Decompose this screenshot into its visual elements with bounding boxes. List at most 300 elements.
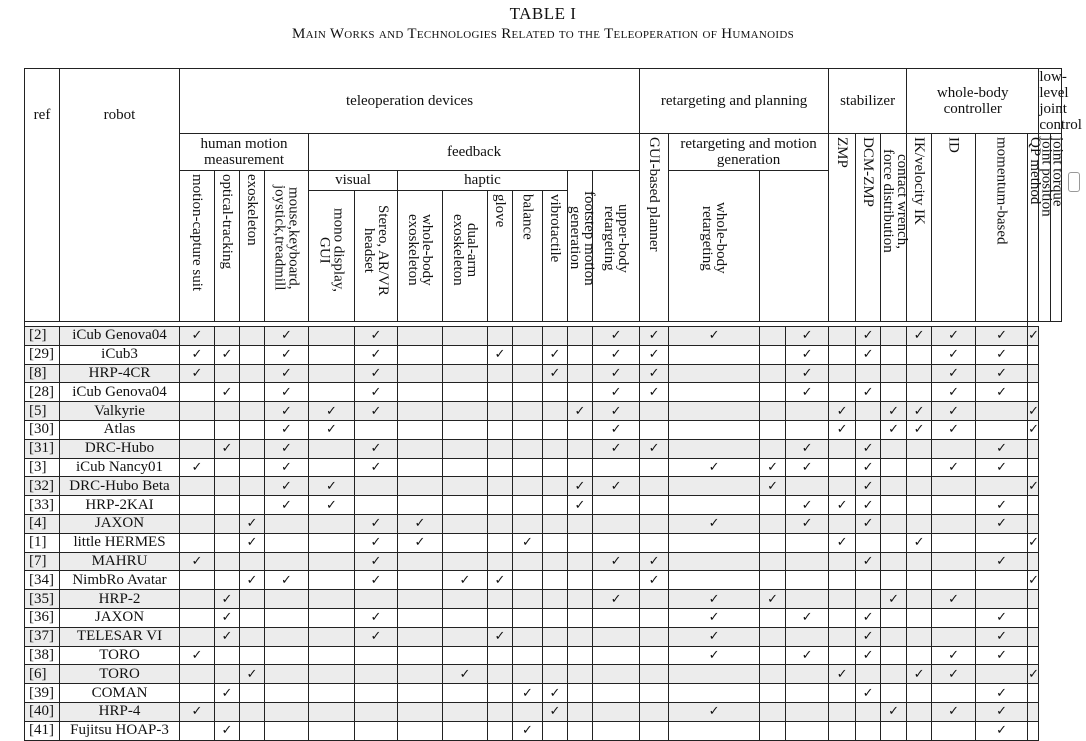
cell-check bbox=[265, 646, 309, 665]
cell-check bbox=[786, 646, 829, 665]
cell-check bbox=[1028, 496, 1039, 515]
cell-check bbox=[856, 364, 881, 383]
cell-check bbox=[669, 571, 760, 590]
cell-ref: [4] bbox=[25, 514, 60, 533]
cell-check bbox=[976, 327, 1028, 346]
cell-ref: [38] bbox=[25, 646, 60, 665]
header-col-qp-method bbox=[1027, 134, 1044, 322]
cell-check bbox=[513, 327, 543, 346]
cell-check bbox=[881, 552, 907, 571]
cell-check bbox=[856, 590, 881, 609]
check-mark-icon: ✓ bbox=[191, 553, 203, 569]
cell-check bbox=[669, 721, 760, 740]
cell-check bbox=[932, 458, 976, 477]
check-mark-icon: ✓ bbox=[522, 685, 533, 701]
table-row bbox=[25, 420, 1062, 439]
table-row bbox=[25, 684, 1062, 703]
cell-check bbox=[265, 383, 309, 402]
header-col-balance bbox=[513, 191, 543, 322]
check-mark-icon: ✓ bbox=[281, 403, 292, 419]
cell-check bbox=[215, 627, 240, 646]
cell-check bbox=[568, 571, 593, 590]
cell-ref: [5] bbox=[25, 402, 60, 421]
check-mark-icon: ✓ bbox=[221, 441, 233, 457]
cell-check bbox=[443, 439, 488, 458]
cell-check bbox=[355, 571, 398, 590]
cell-ref: [3] bbox=[25, 458, 60, 477]
cell-check bbox=[398, 420, 443, 439]
cell-check bbox=[240, 364, 265, 383]
check-mark-icon: ✓ bbox=[913, 666, 925, 682]
check-mark-icon: ✓ bbox=[648, 347, 660, 363]
cell-check bbox=[932, 402, 976, 421]
cell-check bbox=[907, 721, 932, 740]
cell-check bbox=[976, 420, 1028, 439]
cell-check bbox=[829, 552, 856, 571]
check-mark-icon: ✓ bbox=[281, 422, 292, 438]
cell-robot: JAXON bbox=[60, 514, 180, 533]
cell-check bbox=[786, 327, 829, 346]
cell-check bbox=[355, 345, 398, 364]
cell-check bbox=[856, 402, 881, 421]
cell-check bbox=[881, 684, 907, 703]
check-mark-icon: ✓ bbox=[221, 384, 233, 400]
cell-check bbox=[398, 646, 443, 665]
cell-check bbox=[443, 420, 488, 439]
cell-check bbox=[932, 590, 976, 609]
cell-check bbox=[265, 533, 309, 552]
cell-check bbox=[976, 477, 1028, 496]
cell-check bbox=[568, 627, 593, 646]
cell-check bbox=[180, 402, 215, 421]
cell-check bbox=[907, 665, 932, 684]
cell-check bbox=[355, 721, 398, 740]
header-col-joint-position bbox=[1038, 134, 1055, 322]
cell-check bbox=[215, 383, 240, 402]
check-mark-icon: ✓ bbox=[801, 459, 813, 475]
cell-check bbox=[640, 552, 669, 571]
cell-check bbox=[488, 665, 513, 684]
cell-check bbox=[786, 590, 829, 609]
cell-check bbox=[215, 684, 240, 703]
cell-check bbox=[881, 514, 907, 533]
cell-check bbox=[240, 458, 265, 477]
cell-check bbox=[786, 552, 829, 571]
cell-check bbox=[543, 327, 568, 346]
cell-check bbox=[309, 439, 355, 458]
cell-check bbox=[309, 533, 355, 552]
cell-check bbox=[488, 496, 513, 515]
cell-check bbox=[640, 383, 669, 402]
header-col-whole-body-exoskeleton bbox=[398, 191, 443, 322]
cell-check bbox=[355, 552, 398, 571]
cell-check bbox=[180, 665, 215, 684]
check-mark-icon: ✓ bbox=[1028, 328, 1039, 344]
cell-check bbox=[593, 684, 640, 703]
check-mark-icon: ✓ bbox=[610, 403, 622, 419]
cell-check bbox=[488, 608, 513, 627]
cell-check bbox=[669, 327, 760, 346]
check-mark-icon: ✓ bbox=[836, 535, 848, 551]
cell-check bbox=[593, 514, 640, 533]
cell-check bbox=[488, 420, 513, 439]
cell-check bbox=[881, 477, 907, 496]
col-label: glove bbox=[492, 194, 508, 228]
cell-check bbox=[488, 439, 513, 458]
header-col-zmp bbox=[829, 134, 856, 322]
check-mark-icon: ✓ bbox=[648, 328, 660, 344]
check-mark-icon: ✓ bbox=[708, 610, 720, 626]
cell-check bbox=[786, 477, 829, 496]
cell-robot: NimbRo Avatar bbox=[60, 571, 180, 590]
check-mark-icon: ✓ bbox=[862, 441, 874, 457]
cell-check bbox=[856, 345, 881, 364]
cell-check bbox=[640, 646, 669, 665]
check-mark-icon: ✓ bbox=[948, 403, 960, 419]
check-mark-icon: ✓ bbox=[370, 403, 382, 419]
cell-check bbox=[669, 420, 760, 439]
cell-check bbox=[513, 627, 543, 646]
check-mark-icon: ✓ bbox=[996, 553, 1008, 569]
cell-check bbox=[443, 514, 488, 533]
cell-check bbox=[593, 590, 640, 609]
cell-check bbox=[355, 514, 398, 533]
check-mark-icon: ✓ bbox=[246, 666, 258, 682]
cell-check bbox=[1028, 552, 1039, 571]
cell-check bbox=[265, 439, 309, 458]
cell-check bbox=[856, 477, 881, 496]
cell-check bbox=[355, 684, 398, 703]
cell-robot: iCub Genova04 bbox=[60, 327, 180, 346]
check-mark-icon: ✓ bbox=[836, 497, 848, 513]
cell-check bbox=[856, 533, 881, 552]
cell-check bbox=[309, 383, 355, 402]
cell-check bbox=[1028, 684, 1039, 703]
cell-check bbox=[180, 590, 215, 609]
page-edge-marker bbox=[1068, 172, 1080, 192]
cell-check bbox=[265, 552, 309, 571]
cell-check bbox=[907, 590, 932, 609]
cell-check bbox=[240, 420, 265, 439]
check-mark-icon: ✓ bbox=[574, 497, 586, 513]
cell-check bbox=[215, 665, 240, 684]
cell-check bbox=[593, 420, 640, 439]
check-mark-icon: ✓ bbox=[414, 516, 426, 532]
cell-check bbox=[976, 364, 1028, 383]
check-mark-icon: ✓ bbox=[836, 666, 848, 682]
cell-check bbox=[640, 702, 669, 721]
cell-check bbox=[543, 702, 568, 721]
cell-check bbox=[932, 702, 976, 721]
cell-check bbox=[309, 496, 355, 515]
cell-check bbox=[1028, 383, 1039, 402]
cell-check bbox=[568, 458, 593, 477]
cell-check bbox=[593, 364, 640, 383]
cell-check bbox=[907, 684, 932, 703]
cell-check bbox=[640, 345, 669, 364]
cell-ref: [33] bbox=[25, 496, 60, 515]
check-mark-icon: ✓ bbox=[862, 328, 874, 344]
cell-check bbox=[829, 684, 856, 703]
cell-check bbox=[240, 684, 265, 703]
cell-check bbox=[309, 684, 355, 703]
header-retargeting-and-motion-generation: retargeting and motion generation bbox=[669, 134, 829, 171]
cell-check bbox=[309, 571, 355, 590]
cell-check bbox=[215, 345, 240, 364]
cell-check bbox=[513, 646, 543, 665]
cell-check bbox=[543, 345, 568, 364]
cell-check bbox=[355, 383, 398, 402]
check-mark-icon: ✓ bbox=[801, 347, 813, 363]
header-col-momentum-based bbox=[976, 134, 1028, 322]
check-mark-icon: ✓ bbox=[996, 723, 1008, 739]
cell-check bbox=[513, 383, 543, 402]
col-label: mono display, GUI bbox=[316, 207, 347, 293]
cell-check bbox=[593, 327, 640, 346]
cell-check bbox=[640, 721, 669, 740]
check-mark-icon: ✓ bbox=[801, 516, 813, 532]
cell-check bbox=[488, 383, 513, 402]
header-robot: robot bbox=[60, 69, 180, 322]
table-header bbox=[25, 69, 1082, 327]
check-mark-icon: ✓ bbox=[549, 365, 561, 381]
check-mark-icon: ✓ bbox=[281, 347, 292, 363]
cell-check bbox=[907, 345, 932, 364]
cell-check bbox=[543, 514, 568, 533]
cell-check bbox=[976, 439, 1028, 458]
header-stabilizer: stabilizer bbox=[829, 69, 907, 134]
check-mark-icon: ✓ bbox=[913, 535, 925, 551]
cell-check bbox=[760, 590, 786, 609]
cell-check bbox=[543, 571, 568, 590]
header-col-dcm-zmp bbox=[856, 134, 881, 322]
cell-check bbox=[309, 608, 355, 627]
cell-check bbox=[932, 684, 976, 703]
cell-check bbox=[907, 608, 932, 627]
check-mark-icon: ✓ bbox=[370, 516, 382, 532]
cell-check bbox=[640, 533, 669, 552]
cell-robot: JAXON bbox=[60, 608, 180, 627]
cell-check bbox=[215, 327, 240, 346]
cell-check bbox=[309, 420, 355, 439]
cell-check bbox=[669, 702, 760, 721]
table-row bbox=[25, 665, 1062, 684]
cell-check bbox=[640, 571, 669, 590]
cell-check bbox=[488, 458, 513, 477]
cell-check bbox=[180, 646, 215, 665]
cell-check bbox=[265, 514, 309, 533]
col-label: joint position bbox=[1038, 137, 1055, 217]
cell-check bbox=[881, 702, 907, 721]
check-mark-icon: ✓ bbox=[1028, 666, 1039, 682]
cell-check bbox=[786, 402, 829, 421]
check-mark-icon: ✓ bbox=[648, 572, 660, 588]
cell-check bbox=[488, 402, 513, 421]
check-mark-icon: ✓ bbox=[1028, 403, 1039, 419]
cell-check bbox=[907, 533, 932, 552]
check-mark-icon: ✓ bbox=[708, 591, 720, 607]
check-mark-icon: ✓ bbox=[862, 347, 874, 363]
header-col-exoskeleton bbox=[240, 171, 265, 322]
cell-check bbox=[543, 420, 568, 439]
cell-robot: HRP-2KAI bbox=[60, 496, 180, 515]
cell-check bbox=[568, 496, 593, 515]
cell-check bbox=[786, 420, 829, 439]
cell-check bbox=[760, 646, 786, 665]
cell-check bbox=[240, 383, 265, 402]
cell-check bbox=[488, 571, 513, 590]
cell-check bbox=[829, 327, 856, 346]
cell-check bbox=[309, 702, 355, 721]
cell-check bbox=[309, 458, 355, 477]
cell-check bbox=[856, 327, 881, 346]
cell-check bbox=[240, 439, 265, 458]
cell-check bbox=[669, 684, 760, 703]
cell-check bbox=[932, 571, 976, 590]
check-mark-icon: ✓ bbox=[888, 422, 900, 438]
cell-check bbox=[593, 345, 640, 364]
col-label: ID bbox=[945, 137, 962, 153]
cell-check bbox=[355, 533, 398, 552]
check-mark-icon: ✓ bbox=[996, 347, 1008, 363]
cell-check bbox=[265, 702, 309, 721]
cell-check bbox=[881, 665, 907, 684]
cell-check bbox=[309, 590, 355, 609]
cell-check bbox=[1028, 327, 1039, 346]
cell-check bbox=[215, 608, 240, 627]
cell-check bbox=[215, 514, 240, 533]
cell-check bbox=[932, 327, 976, 346]
check-mark-icon: ✓ bbox=[708, 459, 720, 475]
cell-ref: [6] bbox=[25, 665, 60, 684]
cell-check bbox=[443, 458, 488, 477]
cell-check bbox=[786, 383, 829, 402]
cell-check bbox=[881, 646, 907, 665]
cell-check bbox=[488, 627, 513, 646]
cell-check bbox=[760, 477, 786, 496]
cell-check bbox=[593, 496, 640, 515]
cell-check bbox=[669, 383, 760, 402]
check-mark-icon: ✓ bbox=[610, 441, 622, 457]
cell-check bbox=[215, 420, 240, 439]
table-body bbox=[25, 327, 1062, 741]
cell-check bbox=[488, 345, 513, 364]
cell-check bbox=[760, 420, 786, 439]
cell-check bbox=[398, 383, 443, 402]
cell-check bbox=[669, 665, 760, 684]
cell-robot: Atlas bbox=[60, 420, 180, 439]
table-row bbox=[25, 496, 1062, 515]
check-mark-icon: ✓ bbox=[996, 384, 1008, 400]
cell-check bbox=[309, 514, 355, 533]
check-mark-icon: ✓ bbox=[767, 591, 779, 607]
check-mark-icon: ✓ bbox=[370, 535, 382, 551]
table-row bbox=[25, 439, 1062, 458]
table-row bbox=[25, 458, 1062, 477]
cell-check bbox=[829, 477, 856, 496]
cell-check bbox=[976, 383, 1028, 402]
cell-check bbox=[543, 383, 568, 402]
cell-check bbox=[355, 590, 398, 609]
table-row bbox=[25, 514, 1062, 533]
cell-check bbox=[543, 496, 568, 515]
table-row bbox=[25, 402, 1062, 421]
cell-check bbox=[640, 496, 669, 515]
cell-robot: TORO bbox=[60, 665, 180, 684]
cell-check bbox=[443, 477, 488, 496]
check-mark-icon: ✓ bbox=[948, 347, 960, 363]
cell-check bbox=[976, 665, 1028, 684]
header-col-dual-arm-exoskeleton bbox=[443, 191, 488, 322]
cell-check bbox=[932, 665, 976, 684]
cell-check bbox=[355, 665, 398, 684]
cell-check bbox=[640, 327, 669, 346]
cell-check bbox=[543, 439, 568, 458]
cell-check bbox=[907, 646, 932, 665]
teleoperation-table bbox=[24, 68, 1082, 741]
cell-check bbox=[543, 533, 568, 552]
cell-robot: HRP-4CR bbox=[60, 364, 180, 383]
cell-check bbox=[398, 627, 443, 646]
check-mark-icon: ✓ bbox=[1028, 478, 1039, 494]
cell-check bbox=[180, 383, 215, 402]
check-mark-icon: ✓ bbox=[888, 403, 900, 419]
cell-check bbox=[907, 327, 932, 346]
cell-check bbox=[309, 552, 355, 571]
cell-check bbox=[593, 721, 640, 740]
cell-check bbox=[180, 571, 215, 590]
header-col-stereo-headset bbox=[355, 191, 398, 322]
col-label: optical-tracking bbox=[219, 174, 235, 269]
cell-check bbox=[180, 327, 215, 346]
cell-check bbox=[355, 702, 398, 721]
cell-check bbox=[881, 364, 907, 383]
check-mark-icon: ✓ bbox=[996, 328, 1008, 344]
cell-check bbox=[355, 364, 398, 383]
cell-robot: iCub3 bbox=[60, 345, 180, 364]
cell-check bbox=[180, 702, 215, 721]
cell-check bbox=[180, 439, 215, 458]
cell-check bbox=[215, 721, 240, 740]
check-mark-icon: ✓ bbox=[414, 535, 426, 551]
cell-check bbox=[1028, 533, 1039, 552]
cell-check bbox=[976, 571, 1028, 590]
cell-check bbox=[513, 552, 543, 571]
col-label: whole-body retargeting bbox=[699, 202, 730, 274]
check-mark-icon: ✓ bbox=[648, 384, 660, 400]
cell-check bbox=[265, 345, 309, 364]
cell-check bbox=[593, 533, 640, 552]
cell-check bbox=[443, 402, 488, 421]
cell-check bbox=[398, 684, 443, 703]
cell-check bbox=[240, 552, 265, 571]
cell-check bbox=[786, 608, 829, 627]
check-mark-icon: ✓ bbox=[326, 478, 337, 494]
cell-check bbox=[669, 496, 760, 515]
check-mark-icon: ✓ bbox=[708, 629, 720, 645]
cell-check bbox=[669, 514, 760, 533]
cell-check bbox=[355, 646, 398, 665]
cell-check bbox=[829, 721, 856, 740]
cell-check bbox=[593, 477, 640, 496]
cell-check bbox=[640, 458, 669, 477]
check-mark-icon: ✓ bbox=[862, 384, 874, 400]
check-mark-icon: ✓ bbox=[610, 591, 622, 607]
cell-check bbox=[976, 345, 1028, 364]
check-mark-icon: ✓ bbox=[996, 459, 1008, 475]
check-mark-icon: ✓ bbox=[281, 572, 292, 588]
cell-check bbox=[488, 684, 513, 703]
